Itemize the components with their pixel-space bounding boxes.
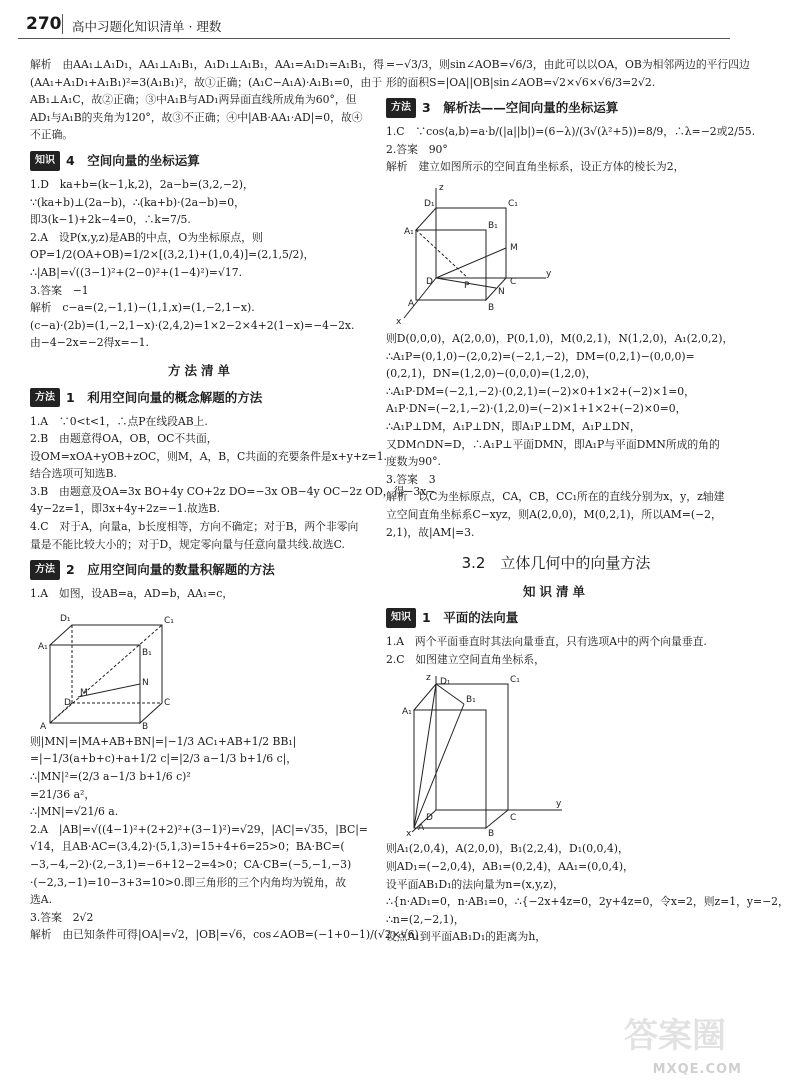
left-text-line: 选A. xyxy=(30,893,53,907)
right-text-line: 则AD₁=(−2,0,4)，AB₁=(0,2,4)，AA₁=(0,0,4)， xyxy=(386,860,634,874)
left-text-line: 2.A |AB|=√((4−1)²+(2+2)²+(3−1)²)=√29，|AC|=√35，|BC|= xyxy=(30,822,368,836)
svg-text:M: M xyxy=(80,687,88,698)
right-text-line: ∴A₁P=(0,1,0)−(2,0,2)=(−2,1,−2)，DM=(0,2,1)−(0,0,0)= xyxy=(386,349,695,363)
right-text-line: 解析 以C为坐标原点，CA，CB，CC₁所在的直线分别为x，y，z轴建 xyxy=(386,490,725,504)
svg-text:x: x xyxy=(396,316,402,327)
section-badge: 方法 xyxy=(30,388,60,408)
svg-text:C: C xyxy=(164,697,171,708)
left-text-line: AB₁⊥A₁C，故②正确；③中A₁B与AD₁两异面直线所成角为60°，但 xyxy=(30,93,357,107)
left-text-line: ∴|MN|=√21/6 a. xyxy=(30,805,119,819)
left-section-heading xyxy=(30,558,372,582)
right-text-line: 3.答案 3 xyxy=(386,472,436,486)
left-text-line: 结合选项可知选B. xyxy=(30,467,117,481)
right-text-line: 则D(0,0,0)，A(2,0,0)，P(0,1,0)，M(0,2,1)，N(1,2,0)，A₁(2,0,2)， xyxy=(386,331,734,345)
svg-text:y: y xyxy=(556,799,562,810)
left-text-line: 4.C 对于A，向量a，b长度相等，方向不确定；对于B，两个非零向 xyxy=(30,520,359,534)
svg-text:D₁: D₁ xyxy=(424,198,435,209)
right-text-line: 设点A₁到平面AB₁D₁的距离为h， xyxy=(386,930,547,944)
left-text-line: (c−a)·(2b)=(1,−2,1−x)·(2,4,2)=1×2−2×4+2(1−x)=−4−2x. xyxy=(30,318,355,332)
left-text-line: 则|MN|=|MA+AB+BN|=|−1/3 AC₁+AB+1/2 BB₁| xyxy=(30,734,297,748)
section-title: 2 应用空间向量的数量积解题的方法 xyxy=(66,562,275,578)
left-text-line: 1.A 如图，设AB=a，AD=b，AA₁=c， xyxy=(30,587,234,601)
right-text-line: 则A₁(2,0,4)，A(2,0,0)，B₁(2,2,4)，D₁(0,0,4)， xyxy=(386,842,629,856)
left-text-line: (AA₁+A₁D₁+A₁B₁)²=3(A₁B₁)²，故①正确；(A₁C−A₁A)·A₁B₁=0，由于 xyxy=(30,75,383,89)
right-text-line: 立空间直角坐标系C−xyz，则A(2,0,0)，M(0,2,1)，所以AM=(−2， xyxy=(386,507,722,521)
watermark-text: MXQE.COM xyxy=(652,1062,742,1077)
right-section-heading xyxy=(386,606,726,630)
svg-text:A₁: A₁ xyxy=(404,226,414,237)
right-text-line: ∴A₁P⊥DM，A₁P⊥DN，即A₁P⊥DM，A₁P⊥DN， xyxy=(386,419,641,433)
left-text-line: ∴|AB|=√((3−1)²+(2−0)²+(1−4)²)=√17. xyxy=(30,265,243,279)
svg-text:z: z xyxy=(426,673,431,684)
section-badge: 知识 xyxy=(386,608,416,628)
cube-figure-3 xyxy=(386,670,566,838)
left-text-line: 1.A ∵0<t<1，∴点P在线段AB上. xyxy=(30,414,208,428)
svg-text:D: D xyxy=(64,697,71,708)
left-text-line: 不正确。 xyxy=(30,128,74,142)
svg-text:B: B xyxy=(488,302,495,313)
cube-figure-1 xyxy=(30,605,180,731)
svg-text:C₁: C₁ xyxy=(164,615,174,626)
svg-text:A₁: A₁ xyxy=(38,641,48,652)
left-text-line: 解析 由已知条件可得|OA|=√2，|OB|=√6，cos∠AOB=(−1+0−1)/(√2×√6) xyxy=(30,928,419,942)
svg-text:C: C xyxy=(510,813,517,824)
left-text-line: AD₁与A₁B的夹角为120°，故③不正确；④中|AB·AA₁·AD|=0，故④ xyxy=(30,110,363,124)
cube-figure-2 xyxy=(386,178,556,328)
header-rule xyxy=(18,38,730,39)
svg-text:N: N xyxy=(498,286,505,297)
section-title: 1 平面的法向量 xyxy=(422,610,519,626)
left-text-line: −3,−4,−2)·(2,−3,1)=−6+12−2=4>0；CA·CB=(−5,−1,−3) xyxy=(30,858,352,871)
right-text-line: 2.答案 90° xyxy=(386,142,448,156)
section-title: 3 解析法——空间向量的坐标运算 xyxy=(422,100,619,116)
right-section-heading xyxy=(386,96,726,120)
right-text-line: 形的面积S=|OA||OB|sin∠AOB=√2×√6×√6/3=2√2. xyxy=(386,75,656,89)
watermark-logo: 答案圈 xyxy=(624,1016,726,1056)
left-section-heading xyxy=(30,149,372,173)
left-text-line: =21/36 a²， xyxy=(30,787,96,801)
svg-text:y: y xyxy=(546,268,552,279)
chapter-heading: 3.2 立体几何中的向量方法 xyxy=(461,554,651,573)
svg-text:A: A xyxy=(408,298,415,309)
svg-text:B: B xyxy=(142,721,149,732)
left-section-heading xyxy=(30,386,372,410)
right-text-line: (0,2,1)，DN=(1,2,0)−(0,0,0)=(1,2,0)， xyxy=(386,367,597,381)
left-text-line: 由−4−2x=−2得x=−1. xyxy=(30,336,149,350)
right-text-line: 解析 建立如图所示的空间直角坐标系，设正方体的棱长为2， xyxy=(386,160,685,174)
section-title: 1 利用空间向量的概念解题的方法 xyxy=(66,389,263,405)
svg-text:A: A xyxy=(40,721,47,732)
svg-text:z: z xyxy=(439,182,444,193)
svg-text:N: N xyxy=(142,677,149,688)
left-text-line: 3.答案 2√2 xyxy=(30,910,94,924)
page-number: 270 xyxy=(26,14,62,34)
right-text-line: =−√3/3，则sin∠AOB=√6/3，由此可以以OA，OB为相邻两边的平行四边 xyxy=(386,58,750,71)
left-text-line: 3.B 由题意及OA=3x BO+4y CO+2z DO=−3x OB−4y OC−2z OD，得−3x− xyxy=(30,484,436,498)
svg-text:x: x xyxy=(406,829,412,840)
svg-text:B₁: B₁ xyxy=(488,220,498,231)
left-text-line: ∴|MN|²=(2/3 a−1/3 b+1/6 c)² xyxy=(30,770,191,784)
left-text-line: ∵(ka+b)⊥(2a−b)，∴(ka+b)·(2a−b)=0， xyxy=(30,195,245,209)
svg-text:C: C xyxy=(510,276,517,287)
svg-text:A₁: A₁ xyxy=(402,707,412,718)
header-separator xyxy=(62,14,63,34)
right-text-line: ∴{n·AD₁=0，n·AB₁=0，∴{−2x+4z=0，2y+4z=0，令x=2，则z=1，y=−2， xyxy=(386,895,789,909)
svg-text:D₁: D₁ xyxy=(60,613,71,624)
left-text-line: 4y−2z=1，即3x+4y+2z=−1.故选B. xyxy=(30,502,221,516)
section-badge: 知识 xyxy=(30,151,60,171)
left-text-line: ·(−2,3,−1)=10−3+3=10>0.即三角形的三个内角均为锐角，故 xyxy=(30,875,347,889)
left-list-heading: 方法清单 xyxy=(167,362,234,378)
svg-text:C₁: C₁ xyxy=(510,675,520,686)
right-text-line: 度数为90°. xyxy=(386,455,441,469)
section-title: 4 空间向量的坐标运算 xyxy=(66,153,200,169)
svg-text:B₁: B₁ xyxy=(142,647,152,658)
svg-text:D: D xyxy=(426,276,433,287)
running-title: 高中习题化知识清单 · 理数 xyxy=(72,19,222,34)
svg-text:P: P xyxy=(464,280,470,291)
left-text-line: =|−1/3(a+b+c)+a+1/2 c|=|2/3 a−1/3 b+1/6 c|， xyxy=(30,752,298,766)
left-text-line: 1.D ka+b=(k−1,k,2)，2a−b=(3,2,−2)， xyxy=(30,177,254,191)
left-text-line: 解析 c−a=(2,−1,1)−(1,1,x)=(1,−2,1−x). xyxy=(30,301,255,315)
figure-cube3 xyxy=(386,670,726,838)
section-badge: 方法 xyxy=(386,98,416,118)
svg-text:B: B xyxy=(488,829,495,840)
svg-text:D: D xyxy=(426,813,433,824)
left-text-line: OP=1/2(OA+OB)=1/2×[(3,2,1)+(1,0,4)]=(2,1,5/2)， xyxy=(30,248,315,262)
right-text-line: A₁P·DN=(−2,1,−2)·(1,2,0)=(−2)×1+1×2+(−2)×0=0， xyxy=(386,402,687,416)
left-text-line: 量是不能比较大小的；对于D，规定零向量与任意向量共线.故选C. xyxy=(30,537,345,551)
right-text-line: 又DM∩DN=D，∴A₁P⊥平面DMN，即A₁P与平面DMN所成的角的 xyxy=(386,437,720,451)
right-text-line: 设平面AB₁D₁的法向量为n=(x,y,z)， xyxy=(386,877,564,891)
left-text-line: √14，且AB·AC=(3,4,2)·(5,1,3)=15+4+6=25>0；BA·BC=( xyxy=(30,840,345,854)
left-text-line: 即3(k−1)+2k−4=0，∴k=7/5. xyxy=(30,213,191,227)
left-text-line: 解析 由AA₁⊥A₁D₁，AA₁⊥A₁B₁，A₁D₁⊥A₁B₁，AA₁=A₁D₁=A₁B₁，得 xyxy=(30,58,384,71)
svg-text:A: A xyxy=(418,823,425,834)
left-text-line: 2.A 设P(x,y,z)是AB的中点，O为坐标原点，则 xyxy=(30,230,263,244)
right-text-line: 2,1)，故|AM|=3. xyxy=(386,525,475,539)
svg-text:M: M xyxy=(510,242,518,253)
right-text-line: ∴A₁P·DM=(−2,1,−2)·(0,2,1)=(−2)×0+1×2+(−2)×1=0， xyxy=(386,384,695,398)
section-badge: 方法 xyxy=(30,560,60,580)
right-text-line: 2.C 如图建立空间直角坐标系， xyxy=(386,652,545,666)
svg-text:B₁: B₁ xyxy=(466,695,476,706)
right-text-line: ∴n=(2,−2,1)， xyxy=(386,912,465,926)
svg-text:C₁: C₁ xyxy=(508,198,518,209)
figure-cube2 xyxy=(386,178,726,328)
right-column xyxy=(386,56,789,946)
left-text-line: 设OM=xOA+yOB+zOC，则M，A，B，C共面的充要条件是x+y+z=1. xyxy=(30,449,387,463)
left-text-line: 2.B 由题意得OA，OB，OC不共面， xyxy=(30,432,218,446)
page-header xyxy=(0,0,750,46)
right-list-heading: 知识清单 xyxy=(522,583,589,599)
right-text-line: 1.A 两个平面垂直时其法向量垂直，只有选项A中的两个向量垂直. xyxy=(386,635,707,649)
figure-cube1 xyxy=(30,605,372,731)
left-text-line: 3.答案 −1 xyxy=(30,283,89,297)
right-text-line: 1.C ∵cos⟨a,b⟩=a·b/(|a||b|)=(6−λ)/(3√(λ²+5))=8/9，∴λ=−2或2/55. xyxy=(386,125,756,139)
svg-text:D₁: D₁ xyxy=(440,677,451,688)
